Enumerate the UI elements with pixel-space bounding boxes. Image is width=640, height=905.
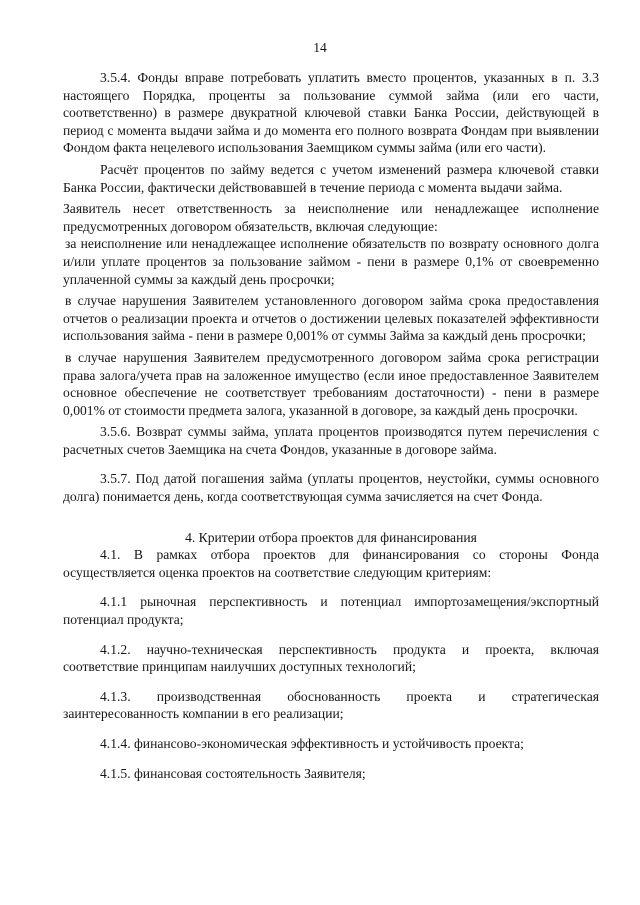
clause-3-5-4: 3.5.4. Фонды вправе потребовать уплатить вместо процентов, указанных в п. 3.3 настоящего Порядка, проценты за пользование суммой займа (или его части, соответственно) в размере двукратной ключевой ставки Банка России, действующей в период с момента выдачи займа и до момента его полного возврата Фондам при выявлении Фондом факта нецелевого использования Заемщиком суммы займа (или его части).: [63, 70, 599, 156]
penalty-debt-repayment: за неисполнение или ненадлежащее исполнение обязательств по возврату основного долга и/или уплате процентов за пользование займом - пени в размере 0,1% от своевременно уплаченной суммы за каждый день просрочки;: [63, 236, 599, 287]
criterion-4-1-4: 4.1.4. финансово-экономическая эффективность и устойчивость проекта;: [100, 736, 524, 751]
criterion-4-1-5: 4.1.5. финансовая состоятельность Заявителя;: [100, 765, 366, 781]
interest-calculation-paragraph: Расчёт процентов по займу ведется с учетом изменений размера ключевой ставки Банка России, фактически действовавшей в течение периода с момента выдачи займа.: [63, 161, 599, 195]
clause-3-5-7: 3.5.7. Под датой погашения займа (уплаты процентов, неустойки, суммы основного долга) понимается день, когда соответствующая сумма зачисляется на счет Фонда.: [63, 471, 599, 505]
page-number: 14: [313, 40, 327, 55]
criterion-4-1-3: 4.1.3. производственная обоснованность проекта и стратегическая заинтересованность компании в его реализации;: [63, 688, 599, 722]
section-4-heading: 4. Критерии отбора проектов для финансирования: [185, 529, 477, 545]
document-body: [63, 69, 599, 782]
penalty-report-submission: в случае нарушения Заявителем установленного договором займа срока предоставления отчетов о реализации проекта и отчетов о достижении целевых показателей эффективности использования займа - пени в размере 0,001% от суммы Займа за каждый день просрочки;: [63, 293, 599, 344]
penalty-pledge-registration: в случае нарушения Заявителем предусмотренного договором займа срока регистрации права залога/учета прав на заложенное имущество (если иное предоставленное Заявителем основное обеспечение не соответствует требованиям достаточности) - пени в размере 0,001% от стоимости предмета залога, указанной в договоре, за каждый день просрочки.: [63, 349, 599, 418]
applicant-liability-paragraph: Заявитель несет ответственность за неисполнение или ненадлежащее исполнение предусмотренных договором обязательств, включая следующие:: [63, 201, 599, 234]
criterion-4-1-1: 4.1.1 рыночная перспективность и потенциал импортозамещения/экспортный потенциал продукта;: [63, 594, 599, 628]
clause-3-5-6: 3.5.6. Возврат суммы займа, уплата процентов производятся путем перечисления с расчетных счетов Заемщика на счета Фондов, указанные в договоре займа.: [63, 424, 599, 457]
criterion-4-1-2: 4.1.2. научно-техническая перспективность продукта и проекта, включая соответствие принципам наилучших доступных технологий;: [63, 641, 599, 675]
clause-4-1: 4.1. В рамках отбора проектов для финансирования со стороны Фонда осуществляется оценка проектов на соответствие следующим критериям:: [63, 547, 599, 580]
